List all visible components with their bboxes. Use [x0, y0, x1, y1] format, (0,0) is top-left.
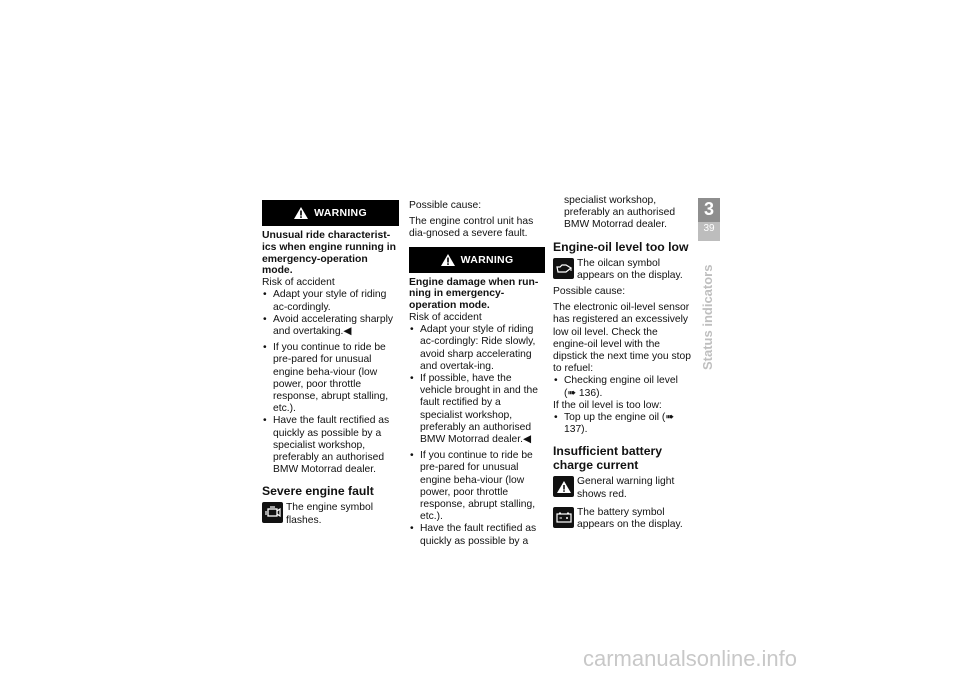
bullet-list — [409, 450, 545, 548]
column-1 — [262, 200, 399, 527]
column-2 — [409, 200, 545, 548]
engine-icon — [262, 502, 283, 523]
section-heading: Engine-oil level too low — [553, 239, 689, 254]
oil-cause-text: The electronic oil-level sensor has registered an excessively low oil level. Check the engine-oil level with the dipstick the next time you stop to refuel: — [553, 302, 691, 375]
risk-text: Risk of accident — [409, 312, 482, 323]
warning-light-text: General warning light shows red. — [577, 476, 675, 500]
oilcan-icon — [553, 258, 574, 279]
cause-text: The engine control unit has dia-gnosed a severe fault. — [409, 216, 534, 240]
list-item: • Avoid accelerating sharply and overtaking.◀ — [262, 314, 399, 338]
section-heading: Insufficient battery charge current — [553, 444, 663, 473]
engine-symbol-text: The engine symbol flashes. — [286, 502, 374, 526]
warning-box — [409, 247, 545, 273]
general-warning-icon — [553, 476, 574, 497]
topup-oil-link[interactable]: • Top up the engine oil (➠ 137). — [553, 412, 691, 436]
bullet-list — [409, 324, 545, 446]
if-low-text: If the oil level is too low: — [553, 399, 662, 411]
warning-title: Engine damage when run-ning in emergency-operation mode. — [409, 276, 539, 312]
side-title: Status indicators — [700, 264, 715, 370]
page-number: 39 — [698, 222, 720, 241]
watermark: carmanualsonline.info — [583, 646, 798, 671]
list-item: • If you continue to ride be pre-pared for unusual engine beha-viour (low power, poor throttle response, abrupt stalling, etc.). — [409, 450, 545, 523]
warning-label: WARNING — [314, 206, 367, 219]
oilcan-symbol-row — [553, 258, 691, 282]
possible-cause-label: Possible cause: — [553, 286, 626, 298]
list-item: • Adapt your style of riding ac-cordingly: Ride slowly, avoid sharp accelerating and overtak-ing. — [409, 324, 545, 373]
list-item: • If you continue to ride be pre-pared for unusual engine beha-viour (low power, poor throttle response, abrupt stalling, etc.). — [262, 342, 399, 415]
list-item: • If possible, have the vehicle brought in and the fault rectified by a specialist workshop, preferably an authorised BMW Motorrad dealer.◀ — [409, 373, 545, 446]
chapter-tab — [698, 198, 720, 241]
bullet-list — [262, 289, 399, 338]
section-heading: Severe engine fault — [262, 484, 374, 499]
bullet-list — [553, 375, 691, 399]
check-oil-link[interactable]: • Checking engine oil level (➠ 136). — [553, 375, 691, 399]
battery-icon — [553, 507, 574, 528]
chapter-number: 3 — [703, 199, 714, 219]
warning-label: WARNING — [460, 253, 514, 266]
battery-symbol-row — [553, 507, 691, 531]
list-item: • Adapt your style of riding ac-cordingly. — [262, 289, 399, 313]
bullet-list — [553, 412, 691, 436]
warning-title: Unusual ride characterist-ics when engine running in emergency-operation mode. — [262, 230, 396, 277]
list-item: • Have the fault rectified as quickly as possible by a — [409, 523, 545, 547]
oilcan-symbol-text: The oilcan symbol appears on the display. — [577, 257, 683, 281]
warning-triangle-icon — [294, 207, 308, 219]
column-3 — [553, 195, 691, 531]
risk-text: Risk of accident — [262, 277, 335, 289]
bullet-list — [262, 342, 399, 476]
continued-text: specialist workshop, preferably an authorised BMW Motorrad dealer. — [564, 195, 676, 231]
warning-box — [262, 200, 399, 226]
list-item: • Have the fault rectified as quickly as possible by a specialist workshop, preferably an authorised BMW Motorrad dealer. — [262, 415, 399, 476]
possible-cause-label: Possible cause: — [409, 200, 482, 211]
engine-symbol-row — [262, 502, 399, 526]
battery-symbol-text: The battery symbol appears on the display. — [577, 506, 683, 531]
warning-triangle-icon — [441, 254, 455, 266]
warning-light-row — [553, 476, 691, 500]
